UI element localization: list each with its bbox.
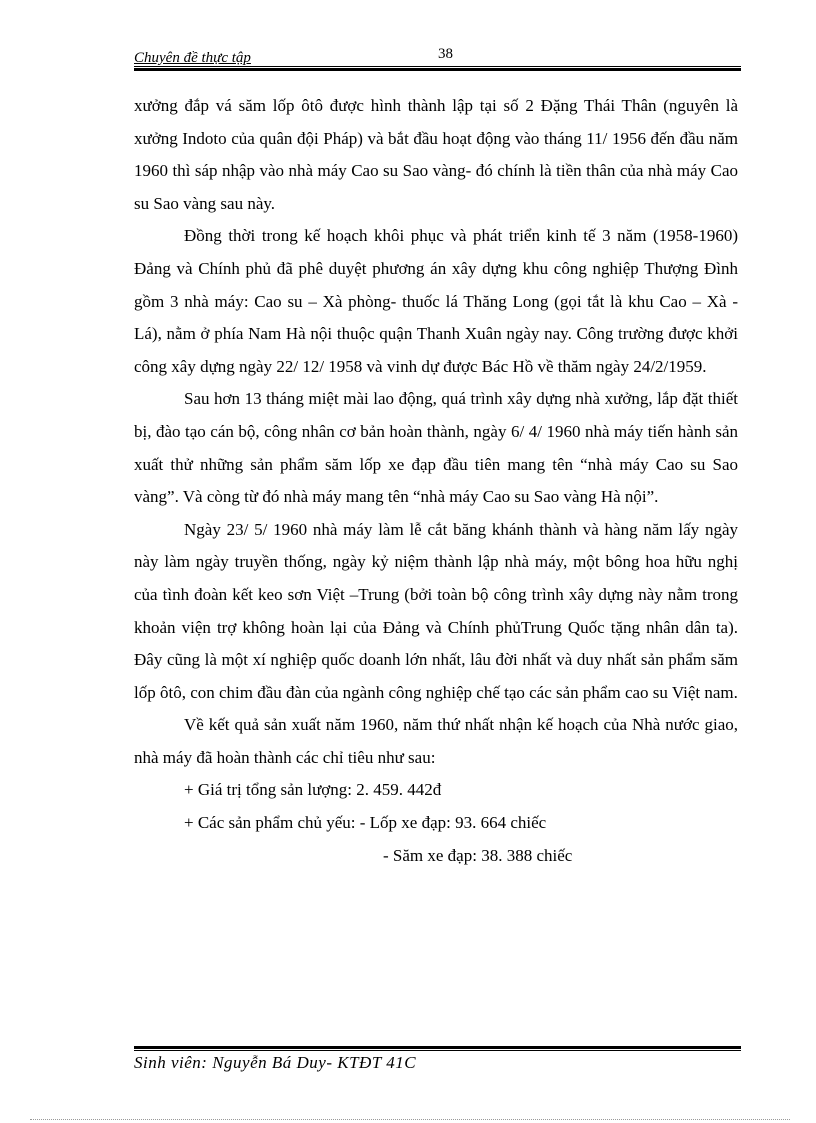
footer-student: Sinh viên: Nguyễn Bá Duy- KTĐT 41C [134,1053,417,1072]
page-number: 38 [438,46,453,62]
paragraph-5: Về kết quả sản xuất năm 1960, năm thứ nhất nhận kế hoạch của Nhà nước giao, nhà máy đã hoàn thành các chỉ tiêu như sau: [134,715,738,767]
header-rule-thin [134,66,741,67]
list-item-bicycle-tubes: - Săm xe đạp: 38. 388 chiếc [383,845,573,865]
paragraph-4: Ngày 23/ 5/ 1960 nhà máy làm lễ cắt băng khánh thành và hàng năm lấy ngày này làm ngày truyền thống, ngày kỷ niệm thành lập nhà máy, một bông hoa hữu nghị của tình đoàn kết keo sơn Việt –Trung (bởi toàn bộ công trình xây dựng này nằm trong khoản viện trợ không hoàn lại của Đảng và Chính phủTrung Quốc tặng nhân dân ta). Đây cũng là một xí nghiệp quốc doanh lớn nhất, lâu đời nhất và duy nhất sản phẩm săm lốp ôtô, con chim đầu đàn của ngành công nghiệp chế tạo các sản phẩm cao su Việt nam. [134,519,738,702]
footer-rule-thick [134,1046,741,1049]
page-header [134,46,741,76]
document-body [134,90,738,872]
paragraph-1: xưởng đắp vá săm lốp ôtô được hình thành lập tại số 2 Đặng Thái Thân (nguyên là xưởng Indoto của quân đội Pháp) và bắt đầu hoạt động vào tháng 11/ 1956 đến đầu năm 1960 thì sáp nhập vào nhà máy Cao su Sao vàng- đó chính là tiền thân của nhà máy Cao su Sao vàng sau này. [134,96,738,213]
list-item-main-products: + Các sản phẩm chủ yếu: - Lốp xe đạp: 93. 664 chiếc [184,813,547,833]
footer-rule-thin [134,1050,741,1051]
paragraph-2: Đồng thời trong kế hoạch khôi phục và phát triển kinh tế 3 năm (1958-1960) Đảng và Chính phủ đã phê duyệt phương án xây dựng khu công nghiệp Thượng Đình gồm 3 nhà máy: Cao su – Xà phòng- thuốc lá Thăng Long (gọi tắt là khu Cao – Xà - Lá), nằm ở phía Nam Hà nội thuộc quận Thanh Xuân ngày nay. Công trường được khởi công xây dựng ngày 22/ 12/ 1958 và vinh dự được Bác Hồ về thăm ngày 24/2/1959. [134,226,738,376]
paragraph-3: Sau hơn 13 tháng miệt mài lao động, quá trình xây dựng nhà xưởng, lắp đặt thiết bị, đào tạo cán bộ, công nhân cơ bản hoàn thành, ngày 6/ 4/ 1960 nhà máy tiến hành sản xuất thử những sản phẩm săm lốp xe đạp đầu tiên mang tên “nhà máy Cao su Sao vàng”. Và còng từ đó nhà máy mang tên “nhà máy Cao su Sao vàng Hà nội”. [134,389,738,507]
header-title: Chuyên đề thực tập [134,50,251,66]
list-item-total-output: + Giá trị tổng sản lượng: 2. 459. 442đ [184,780,442,800]
header-rule-thick [134,68,741,71]
page-bottom-edge [30,1119,790,1120]
